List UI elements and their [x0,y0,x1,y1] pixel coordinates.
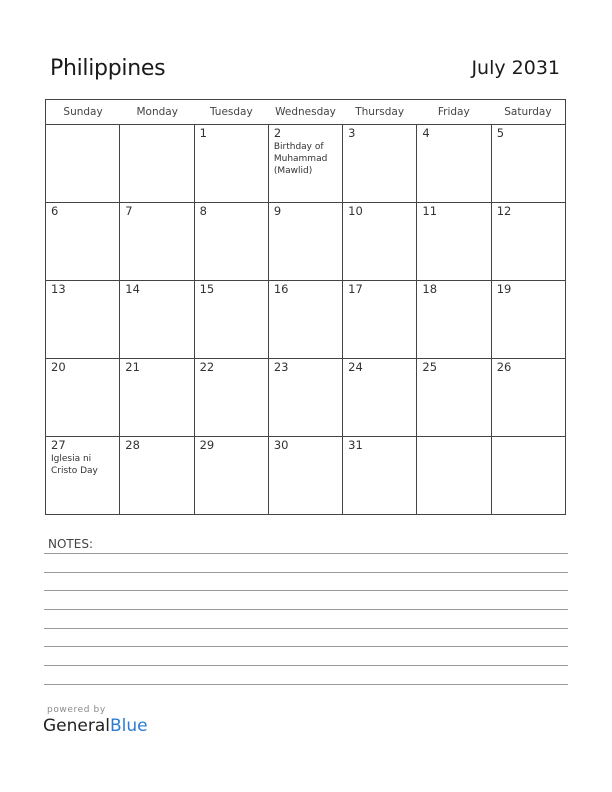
note-line [44,590,568,591]
generalblue-logo[interactable] [43,716,148,736]
day-cell[interactable] [269,359,343,436]
day-cell[interactable] [417,281,491,358]
weekday-monday: Monday [136,106,178,118]
weekday-thursday: Thursday [355,106,405,118]
day-cell[interactable] [195,359,269,436]
day-number: 4 [422,126,430,140]
day-cell[interactable] [120,203,194,280]
day-number: 21 [125,360,140,374]
note-line [44,628,568,629]
day-cell[interactable] [269,125,343,202]
day-cell[interactable] [120,281,194,358]
day-cell[interactable] [46,359,120,436]
day-number: 19 [496,282,512,296]
weekday-sunday: Sunday [63,106,103,118]
country-title: Philippines [50,56,166,81]
day-cell[interactable] [120,437,194,514]
day-cell[interactable] [46,125,120,202]
day-cell[interactable] [343,203,417,280]
day-number: 29 [199,438,215,452]
weekday-friday: Friday [437,106,470,118]
day-number: 11 [422,204,438,218]
day-number: 2 [273,126,282,140]
day-number: 24 [348,360,363,374]
day-number: 8 [199,204,207,218]
day-cell[interactable] [492,203,565,280]
holiday-event: Iglesia ni Cristo Day [51,454,98,476]
day-cell[interactable] [46,281,120,358]
day-cell[interactable] [417,359,491,436]
day-number: 23 [273,360,289,374]
note-line [44,665,568,666]
note-line [44,646,568,647]
note-line [44,572,568,573]
day-number: 30 [273,438,289,452]
week-row [46,437,565,514]
day-cell[interactable] [195,125,269,202]
day-number: 10 [348,204,363,218]
powered-by-text: powered by [47,705,106,715]
day-cell[interactable] [269,203,343,280]
brand-blue: Blue [110,716,148,736]
day-cell[interactable] [417,125,491,202]
note-line [44,553,568,554]
day-number: 28 [125,438,140,452]
day-cell[interactable] [343,125,417,202]
day-cell[interactable] [492,125,565,202]
day-cell[interactable] [120,359,194,436]
day-number: 5 [496,126,505,140]
day-number: 18 [422,282,438,296]
day-number: 17 [348,282,363,296]
day-cell[interactable] [417,203,491,280]
day-cell[interactable] [492,281,565,358]
day-number: 14 [125,282,140,296]
weekday-saturday: Saturday [504,106,552,118]
brand-general: General [43,716,110,736]
day-cell[interactable] [492,437,565,514]
day-number: 16 [273,282,289,296]
weekday-wednesday: Wednesday [275,106,336,118]
day-number: 3 [348,126,356,140]
note-line [44,609,568,610]
day-cell[interactable] [46,203,120,280]
week-row [46,281,565,359]
day-cell[interactable] [343,281,417,358]
holiday-event: Birthday of Muhammad (Mawlid) [273,142,328,176]
week-row [46,359,565,437]
note-line [44,684,568,685]
day-cell[interactable] [195,203,269,280]
day-number: 12 [496,204,512,218]
day-cell[interactable] [195,437,269,514]
day-cell[interactable] [269,437,343,514]
day-cell[interactable] [343,437,417,514]
day-number: 27 [51,438,66,452]
day-number: 9 [273,204,282,218]
day-number: 1 [199,126,207,140]
day-number: 22 [199,360,215,374]
month-year-title: July 2031 [471,57,560,79]
day-cell[interactable] [343,359,417,436]
day-number: 25 [422,360,438,374]
day-cell[interactable] [492,359,565,436]
day-cell[interactable] [195,281,269,358]
day-number: 15 [199,282,215,296]
day-number: 20 [51,360,66,374]
day-number: 13 [51,282,66,296]
weekday-tuesday: Tuesday [209,106,253,118]
day-cell[interactable] [46,437,120,514]
day-cell[interactable] [417,437,491,514]
day-cell[interactable] [120,125,194,202]
calendar-grid [45,99,566,515]
day-number: 7 [125,204,133,218]
day-number: 26 [496,360,512,374]
day-cell[interactable] [269,281,343,358]
day-number: 31 [348,438,363,452]
weekday-header-row [46,100,565,125]
weeks-container [46,125,565,514]
day-number: 6 [51,204,59,218]
week-row [46,203,565,281]
notes-label: NOTES: [48,537,93,551]
week-row [46,125,565,203]
